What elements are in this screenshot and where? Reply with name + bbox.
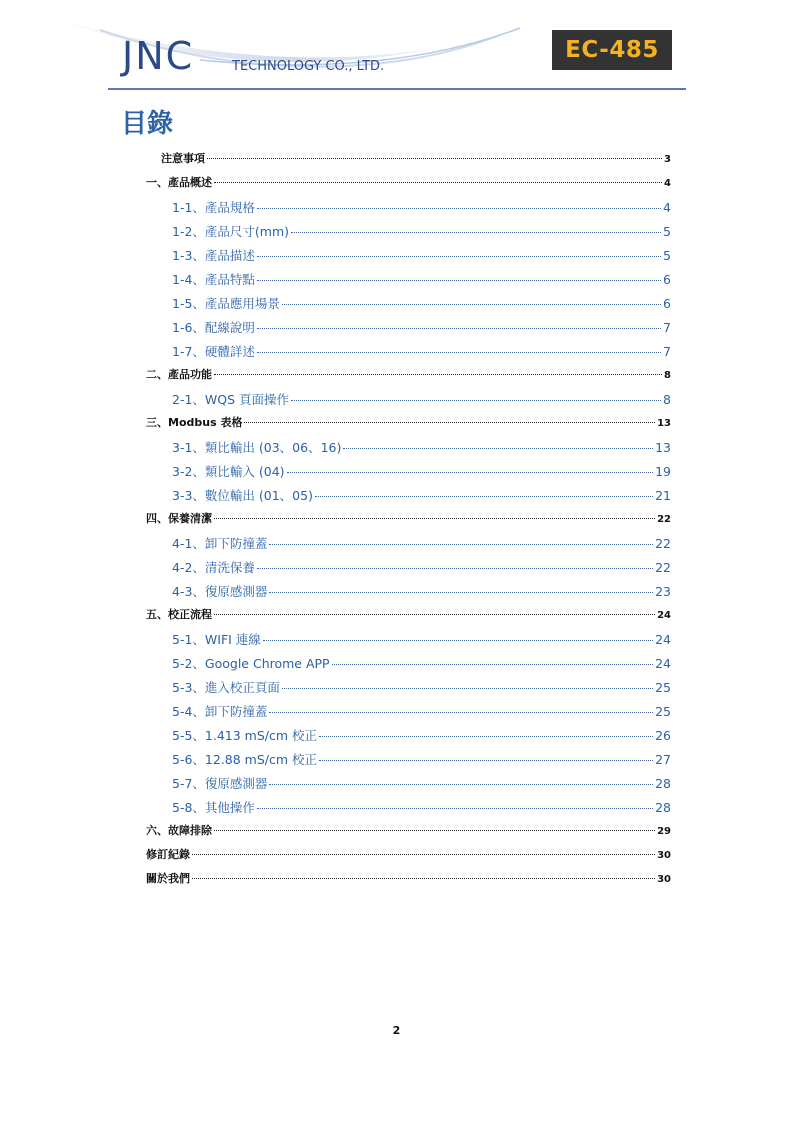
toc-entry-page: 7	[663, 344, 671, 359]
toc-entry[interactable]	[146, 366, 671, 386]
toc-entry-page: 13	[655, 440, 671, 455]
toc-leader-dots	[192, 878, 655, 879]
page-title: 目錄	[121, 109, 174, 139]
toc-entry-title: 六、故障排除	[146, 824, 212, 837]
toc-entry-page: 4	[663, 200, 671, 215]
toc-entry[interactable]	[172, 270, 671, 290]
toc-leader-dots	[343, 448, 653, 449]
toc-entry-page: 7	[663, 320, 671, 335]
toc-leader-dots	[291, 232, 661, 233]
toc-entry[interactable]	[172, 462, 671, 482]
toc-entry[interactable]	[172, 318, 671, 338]
toc-leader-dots	[244, 422, 655, 423]
toc-entry-page: 23	[655, 584, 671, 599]
toc-entry[interactable]	[146, 510, 671, 530]
toc-entry-title: 2-1、WQS 頁面操作	[172, 392, 290, 407]
toc-leader-dots	[269, 784, 653, 785]
toc-entry-title: 三、Modbus 表格	[146, 416, 243, 429]
toc-entry-page: 24	[657, 610, 671, 621]
toc-entry-page: 24	[655, 632, 671, 647]
toc-leader-dots	[207, 158, 662, 159]
toc-leader-dots	[269, 544, 653, 545]
toc-leader-dots	[269, 592, 653, 593]
toc-entry[interactable]	[172, 726, 671, 746]
toc-entry[interactable]	[172, 798, 671, 818]
toc-entry-title: 1-5、產品應用場景	[172, 296, 280, 311]
toc-entry-title: 5-8、其他操作	[172, 800, 255, 815]
toc-entry[interactable]	[172, 534, 671, 554]
header-divider	[108, 88, 686, 90]
toc-entry-page: 22	[657, 514, 671, 525]
toc-entry[interactable]	[146, 174, 671, 194]
toc-entry-title: 3-2、類比輸入 (04)	[172, 464, 285, 479]
toc-leader-dots	[319, 736, 653, 737]
toc-leader-dots	[257, 328, 661, 329]
toc-leader-dots	[269, 712, 653, 713]
toc-entry-page: 3	[664, 154, 671, 165]
toc-entry-title: 4-3、復原感測器	[172, 584, 268, 599]
toc-entry-title: 修訂紀錄	[146, 848, 190, 861]
toc-entry-page: 19	[655, 464, 671, 479]
toc-entry-page: 25	[655, 704, 671, 719]
toc-entry-page: 30	[657, 874, 671, 885]
page-number: 2	[392, 1024, 401, 1037]
toc-entry-title: 3-3、數位輸出 (01、05)	[172, 488, 313, 503]
toc-entry-page: 24	[655, 656, 671, 671]
toc-entry-page: 25	[655, 680, 671, 695]
toc-leader-dots	[214, 614, 655, 615]
toc-entry-title: 3-1、類比輸出 (03、06、16)	[172, 440, 342, 455]
toc-entry-title: 1-2、產品尺寸(mm)	[172, 224, 290, 239]
toc-entry[interactable]	[161, 150, 671, 170]
toc-entry-page: 6	[663, 272, 671, 287]
toc-leader-dots	[315, 496, 653, 497]
toc-entry-title: 5-5、1.413 mS/cm 校正	[172, 728, 318, 743]
toc-entry[interactable]	[172, 246, 671, 266]
toc-entry-page: 28	[655, 800, 671, 815]
page-header	[0, 0, 793, 95]
toc-entry-page: 13	[657, 418, 671, 429]
toc-entry-title: 5-3、進入校正頁面	[172, 680, 280, 695]
toc-entry[interactable]	[146, 414, 671, 434]
toc-entry-page: 30	[657, 850, 671, 861]
toc-entry[interactable]	[172, 558, 671, 578]
toc-entry-page: 22	[655, 536, 671, 551]
toc-leader-dots	[192, 854, 655, 855]
logo-swoosh-graphic	[0, 0, 793, 95]
toc-entry-title: 四、保養清潔	[146, 512, 212, 525]
toc-entry[interactable]	[172, 222, 671, 242]
toc-entry-title: 5-1、WIFI 連線	[172, 632, 261, 647]
toc-leader-dots	[257, 352, 661, 353]
toc-entry-page: 8	[663, 392, 671, 407]
toc-entry-page: 28	[655, 776, 671, 791]
toc-leader-dots	[282, 688, 653, 689]
toc-leader-dots	[214, 374, 662, 375]
toc-leader-dots	[214, 830, 655, 831]
company-name: TECHNOLOGY CO., LTD.	[232, 59, 385, 74]
toc-entry-page: 5	[663, 248, 671, 263]
toc-entry-page: 26	[655, 728, 671, 743]
toc-entry-title: 5-4、卸下防撞蓋	[172, 704, 268, 719]
toc-leader-dots	[319, 760, 653, 761]
toc-entry[interactable]	[172, 582, 671, 602]
toc-entry-title: 1-3、產品描述	[172, 248, 255, 263]
toc-entry-title: 1-6、配線說明	[172, 320, 255, 335]
toc-entry-page: 21	[655, 488, 671, 503]
product-badge: EC-485	[552, 30, 672, 70]
toc-entry-title: 5-2、Google Chrome APP	[172, 656, 330, 671]
toc-entry-page: 4	[664, 178, 671, 189]
toc-entry-page: 27	[655, 752, 671, 767]
toc-entry[interactable]	[172, 390, 671, 410]
toc-entry-title: 4-2、清洗保養	[172, 560, 255, 575]
toc-entry-title: 5-6、12.88 mS/cm 校正	[172, 752, 318, 767]
toc-entry[interactable]	[172, 654, 671, 674]
toc-entry[interactable]	[172, 774, 671, 794]
toc-entry-page: 22	[655, 560, 671, 575]
toc-entry-title: 一、產品概述	[146, 176, 212, 189]
toc-leader-dots	[257, 808, 653, 809]
toc-entry[interactable]	[172, 294, 671, 314]
toc-entry-page: 29	[657, 826, 671, 837]
toc-leader-dots	[263, 640, 653, 641]
toc-leader-dots	[257, 256, 661, 257]
toc-leader-dots	[214, 182, 662, 183]
toc-entry[interactable]	[146, 846, 671, 866]
toc-entry[interactable]	[172, 342, 671, 362]
toc-entry-title: 4-1、卸下防撞蓋	[172, 536, 268, 551]
toc-entry[interactable]	[146, 822, 671, 842]
company-logo: JNC	[122, 34, 195, 78]
toc-entry-title: 注意事項	[161, 152, 205, 165]
toc-entry[interactable]	[172, 630, 671, 650]
toc-entry-page: 6	[663, 296, 671, 311]
toc-leader-dots	[257, 568, 653, 569]
toc-entry-title: 5-7、復原感測器	[172, 776, 268, 791]
toc-entry[interactable]	[146, 606, 671, 626]
toc-leader-dots	[282, 304, 661, 305]
toc-entry-page: 5	[663, 224, 671, 239]
toc-entry-title: 1-7、硬體詳述	[172, 344, 255, 359]
toc-entry-title: 二、產品功能	[146, 368, 212, 381]
toc-entry[interactable]	[172, 438, 671, 458]
toc-leader-dots	[291, 400, 661, 401]
toc-leader-dots	[332, 664, 653, 665]
toc-leader-dots	[214, 518, 655, 519]
toc-entry[interactable]	[172, 198, 671, 218]
toc-entry-page: 8	[664, 370, 671, 381]
toc-entry-title: 1-1、產品規格	[172, 200, 255, 215]
toc-entry[interactable]	[172, 750, 671, 770]
toc-leader-dots	[257, 208, 661, 209]
toc-entry[interactable]	[172, 486, 671, 506]
toc-leader-dots	[257, 280, 661, 281]
toc-entry[interactable]	[172, 702, 671, 722]
toc-entry-title: 關於我們	[146, 872, 190, 885]
toc-entry[interactable]	[172, 678, 671, 698]
toc-entry-title: 五、校正流程	[146, 608, 212, 621]
toc-entry[interactable]	[146, 870, 671, 890]
toc-leader-dots	[287, 472, 654, 473]
toc-entry-title: 1-4、產品特點	[172, 272, 255, 287]
